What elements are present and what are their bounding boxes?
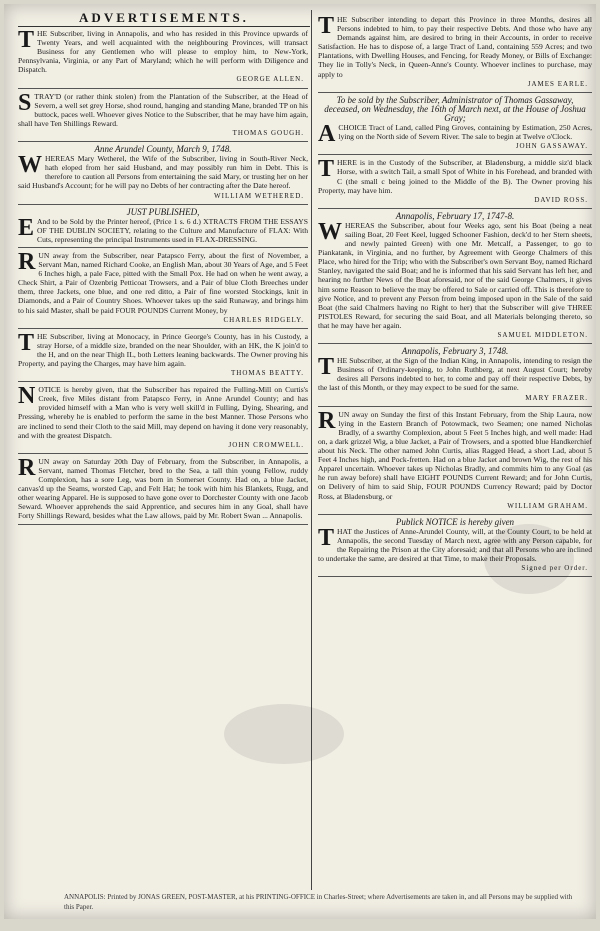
ad-body: RUN away from the Subscriber, near Patapsco Ferry, about the first of November, a Servant Man, named Richard Cooke, an English Man, about 30 Years of Age, and 5 Feet 6 Inches high, a pale Face, pitted with the Small Pox. He had on when he went away, a Check Shirt, a Pair of Ozenbrig Petticoat Trowsers, and a Pair of blue Cloth Breeches under them, three Jackets, one blue, and one red ditto, a Pair of fine worsted Stockings, knit in Diamonds, and a Pair of Country Shoes. Whoever takes up the said Runaway, and brings him to his said Master, shall be paid FOUR POUNDS Current Money, by [18, 248, 308, 315]
ad-body: THE Subscriber intending to depart this Province in three Months, desires all Persons indebted to him, to pay their respective Debts. And those who have any Demands against him, are desired to bring in their Accounts, in order to receive Satisfaction. He has to dispose of, a large Tract of Land, containing 559 Acres; and two Plantations, with Dwelling Houses, and Fencing, for Ready Money, or Bills of Exchange: They lie in Tolly's Neck, in Queen-Anne's County. Whoever inclines to purchase, may apply to [318, 13, 592, 79]
ad-signature: JOHN CROMWELL. [228, 440, 304, 449]
ad-body: ACHOICE Tract of Land, called Ping Groves, containing by Estimation, 250 Acres, lying on the North side of Severn River. The sale to begin at Twelve o'Clock. [318, 121, 592, 148]
ad-signature: DAVID ROSS. [534, 195, 588, 204]
drop-cap: R [318, 407, 336, 434]
ad-body: RUN away on Sunday the first of this Instant February, from the Ship Laura, now lying in the Eastern Branch of Potowmack, two Seamen; one named Nicholas Bradly, of a swarthy Complexion, about 5 Feet 5 Inches high, and well made: Had on, a dark grizzel Wig, a blue Jacket, a Pair of Trowsers, and a spotted blue Handkerchief about his Neck. The other named John Curtis, alias Ragged Head, a short Lad, about 5 Feet 4 Inches high, and Pock-fretten. Had on a blue Jacket and brown Wig, the rest of his Apparel uncertain. Whoever takes up Nicholas Bradly, and commits him to any Goal (as he run away before) shall have EIGHT POUNDS Current Reward; and for John Curtis, on Delivery of him to said Ship, FOUR POUNDS Currency Reward; paid by Doctor Ross, at Bladensburg, or [318, 407, 592, 501]
advertisement [18, 329, 308, 382]
ad-signature: WILLIAM GRAHAM. [507, 501, 588, 510]
ad-body: STRAY'D (or rather think stolen) from the Plantation of the Subscriber, at the Head of Severn, a well set grey Horse, shod round, hanging and standing Mane, branded TP on his buttock, paces well. Whoever gives Notice to the Subscriber, that he may have him again, shall have Ten Shillings Reward. [18, 89, 308, 128]
ad-body: WHEREAS Mary Wetherel, the Wife of the Subscriber, living in South-River Neck, hath eloped from her said Husband, and may possibly run him in Debt. This is therefore to caution all Persons from entertaining the said Mary, or trusting her on her said Husband's Account; for he will pay no Debts of her contracting after the Date hereof. [18, 152, 308, 191]
drop-cap: T [318, 524, 335, 551]
advertisement [318, 344, 592, 407]
advertisement [18, 382, 308, 454]
imprint-footer: ANNAPOLIS: Printed by JONAS GREEN, POST-MASTER, at his PRINTING-OFFICE in Charles-Street; where Advertisements are taken in, and all Persons may be supplied with this Paper. [64, 893, 573, 911]
ad-signature: JAMES EARLE. [527, 79, 588, 88]
right-column [318, 12, 592, 577]
ad-title: Annapolis, February 3, 1748. [401, 346, 509, 357]
advertisement [18, 89, 308, 142]
newspaper-page [4, 4, 596, 919]
ad-signature: MARY FRAZER. [525, 393, 588, 402]
ad-signature: CHARLES RIDGELY. [223, 315, 304, 324]
advertisement [318, 93, 592, 156]
drop-cap: A [318, 121, 336, 148]
drop-cap: T [18, 27, 35, 53]
ad-body: NOTICE is hereby given, that the Subscriber has repaired the Fulling-Mill on Curtis's Creek, five Miles distant from Patapsco Ferry, in Anne Arundel County; and has provided himself with a Man who is very well skill'd in Fulling, Dying, Shearing, and Pressing, whereby he is enabled to perform the same in the best Manner. Those Persons who are inclined to send their Cloth to the said Mill, may depend on having it done very reasonably, and with the greatest Dispatch. [18, 383, 308, 440]
ad-signature: SAMUEL MIDDLETON. [497, 331, 588, 339]
drop-cap: W [318, 218, 342, 245]
page-header: ADVERTISEMENTS. [18, 10, 310, 27]
ad-body: THE Subscriber, living in Annapolis, and who has resided in this Province upwards of Twenty Years, and well acquainted with the neighbouring Provinces, will transact Business for any Gentlemen who will please to employ him, to New-York, Pennsylvania, Virginia, or any Part of Maryland; which he will perform with Diligence and Dispatch. [18, 27, 308, 75]
ad-title: To be sold by the Subscriber, Administrator of Thomas Gassaway, deceased, on Wednesday, the 16th of March next, at the House of Joshua Gray; [324, 94, 586, 123]
ad-body: RUN away on Saturday 20th Day of February, from the Subscriber, in Annapolis, a Servant, named Thomas Fletcher, bred to the Sea, a tall thin young Fellow, ruddy Complexion, has a sore Leg, was born in Somerset County. Had on, a blue Jacket, canvas'd up the Seams, worsted Cap, and Felt Hat; he took with him his Blankets, Rugg, and other wearing Apparel. He is supposed to have gone over to Dorchester County with one Jacob Seward. Whoever apprehends the said Apprentice, and secures him in any Goal, shall have Forty Shillings Reward, besides what the Law allows, paid by Mr. Robert Swan ... Annapolis. [18, 454, 308, 521]
ad-body: THE Subscriber, living at Monocacy, in Prince George's County, has in his Custody, a stray Horse, of a middle size, branded on the near Shoulder, with an HK, the K join'd to the H, and on the near Thigh IL, both Letters leaning backwards. The Owner proving his Property, and paying the Charges, may have him again. [18, 329, 308, 368]
ad-signature: Signed per Order. [521, 564, 588, 573]
ad-body: THAT the Justices of Anne-Arundel County, will, at the County Court, to be held at Annapolis, the second Tuesday of March next, agree with any Person capable, for the Repairing the Prison at the City aforesaid; and that all Persons who are inclined to undertake the same, are desired at that Time, to make their Proposals. [318, 524, 592, 564]
drop-cap: S [18, 89, 32, 116]
ad-body: THERE is in the Custody of the Subscriber, at Bladensburg, a middle siz'd black Horse, with a switch Tail, a small Spot of White in his Forehead, and branded with C (the small c being joined to the Middle of the B). The Owner proving his Property, may have him. [318, 156, 592, 195]
advertisement [318, 12, 592, 93]
drop-cap: E [18, 214, 35, 241]
advertisement [18, 26, 308, 89]
drop-cap: T [318, 354, 335, 381]
advertisement [318, 155, 592, 208]
drop-cap: T [318, 156, 335, 183]
ad-signature: WILLIAM WETHERED. [214, 191, 304, 200]
ad-body: THE Subscriber, at the Sign of the Indian King, in Annapolis, intending to resign the Business of Ordinary-keeping, to John Ruthberg, at next August Court; hereby desires all Persons indebted to her, to come and pay off their respective Debts, by the last of this Month, or they may expect to be sued for the same. [318, 354, 592, 393]
ad-body: E And to be Sold by the Printer hereof, (Price 1 s. 6 d.) XTRACTS FROM THE ESSAYS OF THE DUBLIN SOCIETY, relating to the Culture and Manufacture of FLAX: With Cuts, representing the principal Instruments used in FLAX-DRESSING. [18, 214, 308, 244]
ad-title: JUST PUBLISHED, [126, 206, 200, 217]
ad-title: Annapolis, February 17, 1747-8. [395, 210, 515, 221]
drop-cap: N [18, 383, 36, 410]
left-column [18, 26, 308, 525]
advertisement [18, 248, 308, 329]
ad-signature: THOMAS BEATTY. [231, 369, 304, 378]
advertisement [18, 454, 308, 525]
drop-cap: W [18, 152, 42, 179]
drop-cap: T [318, 13, 335, 39]
ad-body: WHEREAS the Subscriber, about four Weeks ago, sent his Boat (being a neat sailing Boat, 20 Feet Keel, lugged Schooner Fashion, deck'd to her Stern sheets, and newly painted Green) with one Mr. Metcalf, a Passenger, to go to Piankatank, in Virginia, and no further, by Agreement with George Chalmers of this Place, who hired for the Trip; who with the Subscriber's own Servant Boy, named Richard Stanley, navigated the said Boat; and he is informed that his said Servant has left her, and hearing no further News of the Boat aforesaid, nor of the said George Chalmers, it gives him some Reason to believe the may be offered to Sale or carried off. This is therefore to give Notice, and to prevent any Person from being imposed upon in the Sale of the said Boat (the said Chalmers having no Right to her) that the Subscriber will give THREE PISTOLES Reward, for securing the said Boat, and all Materials belonging thereto, so that he may have her again. [318, 218, 592, 330]
ad-signature: THOMAS GOUGH. [232, 128, 304, 137]
ad-signature: JOHN GASSAWAY. [515, 142, 588, 151]
advertisement [18, 205, 308, 248]
advertisement [318, 407, 592, 515]
drop-cap: R [18, 248, 36, 275]
advertisement [18, 142, 308, 205]
ad-title: Publick NOTICE is hereby given [395, 516, 515, 527]
drop-cap: R [18, 454, 36, 481]
drop-cap: T [18, 329, 35, 356]
ad-signature: GEORGE ALLEN. [236, 75, 304, 84]
ad-title: Anne Arundel County, March 9, 1748. [94, 144, 232, 155]
advertisement [318, 209, 592, 344]
